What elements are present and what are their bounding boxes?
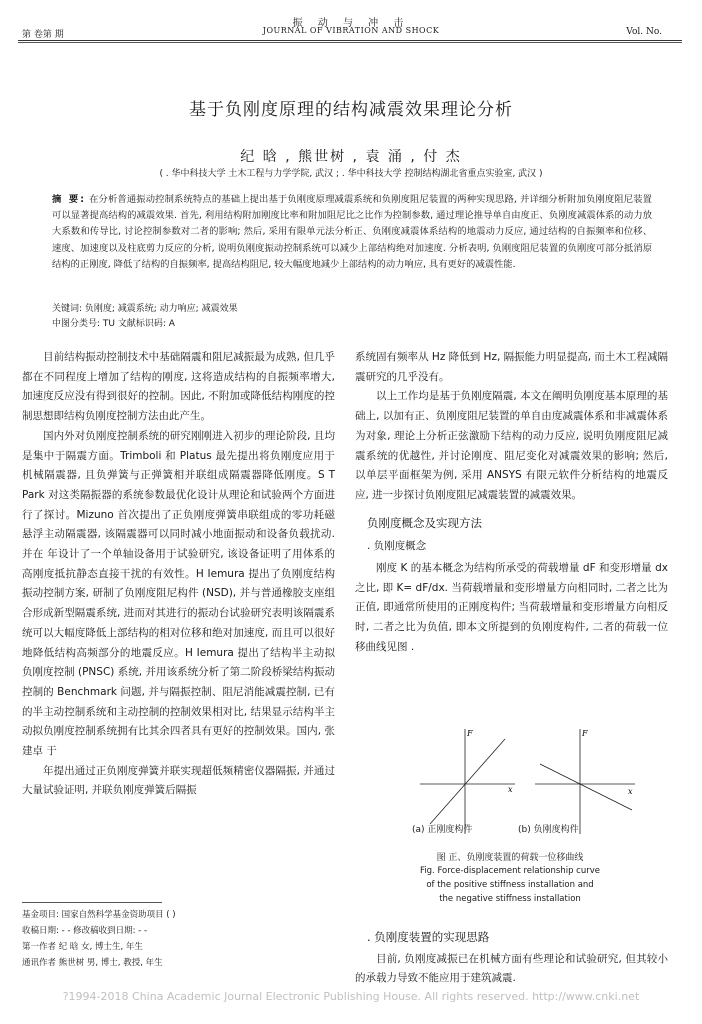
figure-caption-en-1: Fig. Force-displacement relationship curve [420,866,600,876]
left-paragraph-1: 目前结构振动控制技术中基础隔震和阻尼减振最为成熟, 但几乎都在不同程度上增加了结构的刚度, 这将造成结构的自振频率增大, 加速度反应没有得到很好的控制。因此, 不附加或降低结构刚度的控制思想即结构负刚度控制方法由此产生。 [22,351,335,423]
figure-caption-en-2: of the positive stiffness installation and [426,880,594,890]
right-paragraph-2: 以上工作均是基于负刚度隔震, 本文在阐明负刚度基本原理的基础上, 以加有正、负刚度阻尼装置的单自由度减震体系和非减震体系为对象, 理论上分析正弦激励下结构的动力反应, 说明负刚度阻尼减震系统的优越性, 并讨论刚度、阻尼变化对减震效果的影响; 然后, 以单层平面框架为例, 采用 ANSYS 有限元软件分析结构的地震反应, 进一步探讨负刚度阻尼减震装置的减震效果。 [355,390,668,501]
copyright-watermark: ?1994-2018 China Academic Journal Electronic Publishing House. All rights reserved. http://www.cnki.net [62,990,640,1003]
figure-label-a: (a) 正刚度构件 [412,825,473,835]
affiliation: ( . 华中科技大学 土木工程与力学学院, 武汉 ; . 华中科技大学 控制结构湖北省重点实验室, 武汉 ) [159,169,543,179]
panel-b-negative-curve [540,764,632,810]
subsection-heading-2: . 负刚度装置的实现思路 [367,930,490,944]
abstract [52,192,652,273]
right-column-bottom [355,928,668,989]
author-list: 纪 晗 , 熊世树 , 袁 涌 , 付 杰 [240,149,462,165]
classification-codes: 中图分类号: TU 文献标识码: A [52,319,175,329]
right-paragraph-3: 刚度 K 的基本概念为结构所承受的荷载增量 dF 和变形增量 dx 之比, 即 K= dF/dx. 当荷载增量和变形增量方向相同时, 二者之比为正值, 即通常所使用的正刚度构件; 当荷载增量和变形增量方向相反时, 二者之比为负值, 即本文所提到的负刚度构件, 二者的荷载一位移曲线见图 . [355,562,669,653]
panel-a-y-label: F [467,729,473,738]
right-paragraph-1: 系统固有频率从 Hz 降低到 Hz, 隔振能力明显提高, 而土木工程减隔震研究的几乎没有。 [355,351,668,383]
figure-caption-cn: 图 正、负刚度装置的荷载一位移曲线 [436,853,584,863]
volume-issue-en: Vol. No. [626,27,662,37]
panel-b-x-label: x [628,787,633,796]
figure-caption-en-3: the negative stiffness installation [439,894,581,904]
paper-title: 基于负刚度原理的结构减震效果理论分析 [189,100,513,120]
footnote-fund: 基金项目: 国家自然科学基金资助项目 ( ) [22,910,176,920]
header-rule-thin [18,42,682,43]
left-paragraph-2: 国内外对负刚度控制系统的研究刚刚进入初步的理论阶段, 且均是集中于隔震方面。Trimboli 和 Platus 最先提出将负刚度应用于机械隔震器, 且负弹簧与正弹簧相并联组成隔震器降低刚度。S T Park 对这类隔振器的系统参数最优化设计从理论和试验两个方面进行了探讨。Mizuno 首次提出了正负刚度弹簧串联组成的零功耗磁悬浮主动隔震器, 该隔震器可以同时减小地面振动和设备负载扰动. 并在 年设计了一个单轴设备用于试验研究, 该设备证明了用体系的高刚度抵抗静态直接干扰的有效性。H Iemura 提出了负刚度结构振动控制方案, 研制了负刚度阻尼构件 (NSD), 并与普通橡胶支座组合形成新型隔震系统, 进而对其进行的振动台试验研究表明该隔震系统可以大幅度降低上部结构的相对位移和绝对加速度, 而且可以很好地降低结构高频部分的地震反应。H Iemura 提出了结构半主动拟负刚度控制 (PNSC) 系统, 并用该系统分析了第二阶段桥梁结构振动控制的 Benchmark 问题, 并与隔振控制、阻尼消能减震控制, 已有的半主动控制系统和主动控制的控制效果相对比, 结果显示结构半主动拟负刚度控制系统拥有比其余四者具有更好的控制效果。国内, 张建卓 于 [22,429,335,758]
header-rule [18,40,682,41]
footnote-received: 收稿日期: - - 修改稿收到日期: - - [22,926,148,936]
panel-b-y-label: F [582,729,588,738]
keywords: 关键词: 负刚度; 减震系统; 动力响应; 减震效果 [52,304,238,314]
abstract-text: 在分析普通振动控制系统特点的基础上提出基于负刚度原理减震系统和负刚度阻尼装置的两种实现思路, 并详细分析附加负刚度阻尼装置可以显著提高结构的减震效果. 首先, 利用结构附加刚度比率和附加阻尼比之比作为控制参数, 通过理论推导单自由度正、负刚度减震体系的动力放大系数和传导比, 讨论控制参数对二者的影响; 然后, 采用有限单元法分析正、负刚度减震体系结构的地震动力反应, 通过结构的自振频率和位移、速度、加速度以及柱底剪力反应的分析, 说明负刚度振动控制系统可以减少上部结构绝对加速度. 分析表明, 负刚度阻尼装置的负刚度可部分抵消原结构的正刚度, 降低了结构的自振频率, 提高结构阻尼, 较大幅度地减少上部结构的动力响应, 具有更好的减震性能. [52,194,652,270]
journal-name-cn: 振 动 与 冲 击 [292,18,410,29]
left-column [22,348,335,801]
panel-a-positive-curve [430,739,505,824]
section-heading-1: 负刚度概念及实现方法 [367,515,482,530]
right-paragraph-4: 目前, 负刚度减振已在机械方面有些理论和试验研究, 但其较小的承载力导致不能应用于建筑减震. [355,952,668,985]
footnote-rule [22,902,162,903]
panel-a-x-label: x [508,785,513,794]
panel-b [535,729,635,834]
right-column [355,348,668,658]
panel-a [420,729,515,834]
abstract-label: 摘 要: [52,194,86,205]
left-paragraph-3: 年提出通过正负刚度弹簧并联实现超低频精密仪器隔振, 并通过大量试验证明, 并联负刚度弹簧后隔振 [22,764,335,797]
footnote-corresponding: 通讯作者 熊世树 男, 博士, 教授, 年生 [22,958,163,968]
subsection-heading-1: . 负刚度概念 [367,540,427,553]
footnote-first-author: 第一作者 纪 晗 女, 博士生, 年生 [22,942,143,952]
journal-name-en: JOURNAL OF VIBRATION AND SHOCK [262,26,440,35]
figure-label-b: (b) 负刚度构件 [518,825,579,835]
volume-issue-cn: 第 卷第 期 [22,30,64,40]
